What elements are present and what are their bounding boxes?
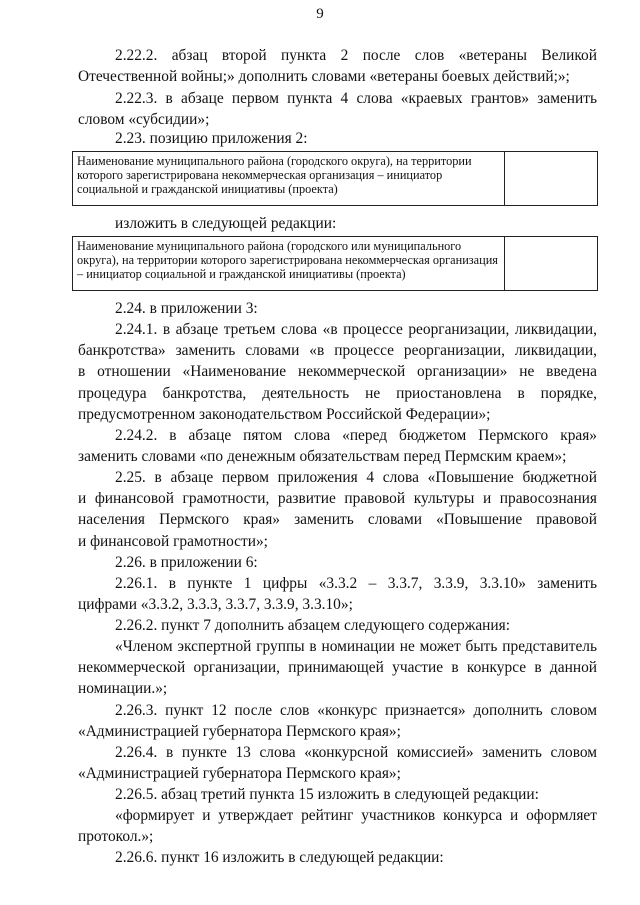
text-line: 2.22.3. в абзаце первом пункта 4 слова «краевых грантов» заменить <box>115 90 597 107</box>
text-line: «Администрацией губернатора Пермского края»; <box>78 765 401 783</box>
paragraph-2-24-2 <box>78 425 597 467</box>
table-cell-name: Наименование муниципального района (городского или муниципального округа), на территории которого зарегистрирована некоммерческая организация – инициатор социальной и гражданской инициативы (проекта) <box>73 237 505 291</box>
text-line: номинации.»; <box>78 680 168 698</box>
paragraph-2-22-2 <box>78 45 597 87</box>
text-line: 2.25. в абзаце первом приложения 4 слова «Повышение бюджетной <box>115 469 597 486</box>
text-line: в отношении «Наименование некоммерческой организации» не введена <box>78 363 597 381</box>
text-line: процедура банкротства, деятельность не приостановлена в порядке, <box>78 384 597 402</box>
text-line: 2.23. позицию приложения 2: <box>115 130 308 147</box>
paragraph-2-26-5 <box>78 784 597 805</box>
text-line: 2.26.5. абзац третий пункта 15 изложить в следующей редакции: <box>115 786 539 803</box>
paragraph-2-24 <box>78 298 597 319</box>
text-line: заменить словами «по денежным обязательствам перед Пермским краем»; <box>78 448 567 466</box>
text-line: 2.26.3. пункт 12 после слов «конкурс признается» дополнить словом <box>115 702 597 719</box>
paragraph-2-26-4 <box>78 742 597 784</box>
paragraph-2-22-3 <box>78 88 597 130</box>
text-line: и финансовой грамотности»; <box>78 532 268 550</box>
text-line: 2.24. в приложении 3: <box>115 300 258 317</box>
text-line: словом «субсидии»; <box>78 111 210 129</box>
paragraph-2-23 <box>78 128 597 149</box>
text-line: 2.26.4. в пункте 13 слова «конкурсной комиссией» заменить словом <box>115 744 597 761</box>
text-line: некоммерческой организации, принимающей участие в конкурсе в данной <box>78 659 597 677</box>
page-number: 9 <box>316 6 324 22</box>
text-line: банкротства» заменить словами «в процессе реорганизации, ликвидации, <box>78 342 597 360</box>
text-line: протокол.»; <box>78 828 154 846</box>
table-cell-empty <box>505 152 598 206</box>
text-line: 2.26.1. в пункте 1 цифры «3.3.2 – 3.3.7, 3.3.9, 3.3.10» заменить <box>115 575 597 592</box>
paragraph-quote-expert-group <box>78 636 597 700</box>
text-line: 2.22.2. абзац второй пункта 2 после слов «ветераны Великой <box>115 47 597 64</box>
text-line: населения Пермского края» заменить словами «Повышение правовой <box>78 511 597 529</box>
text-line: Отечественной войны;» дополнить словами «ветераны боевых действий;»; <box>78 68 570 86</box>
paragraph-quote-rating <box>78 805 597 847</box>
table-cell-name: Наименование муниципального района (городского округа), на территории которого зарегистрирована некоммерческая организация – инициатор социальной и гражданской инициативы (проекта) <box>73 152 505 206</box>
text-line: «Администрацией губернатора Пермского края»; <box>78 723 401 741</box>
text-line: «формирует и утверждает рейтинг участников конкурса и оформляет <box>115 807 597 824</box>
paragraph-2-26-6 <box>78 847 597 868</box>
text-line: 2.24.2. в абзаце пятом слова «перед бюджетом Пермского края» <box>115 427 597 444</box>
table-position-new <box>72 236 598 291</box>
text-line: и финансовой грамотности, развитие правовой культуры и правосознания <box>78 490 597 508</box>
paragraph-edition-intro <box>78 213 597 234</box>
text-line: изложить в следующей редакции: <box>115 215 337 232</box>
paragraph-2-26 <box>78 552 597 573</box>
paragraph-2-26-1 <box>78 573 597 615</box>
paragraph-2-26-2 <box>78 615 597 636</box>
text-line: 2.26.2. пункт 7 дополнить абзацем следующего содержания: <box>115 617 511 634</box>
text-line: 2.26.6. пункт 16 изложить в следующей редакции: <box>115 849 444 866</box>
text-line: предусмотренном законодательством Российской Федерации»; <box>78 405 491 423</box>
table-position-old <box>72 151 598 206</box>
text-line: 2.24.1. в абзаце третьем слова «в процессе реорганизации, ликвидации, <box>115 321 597 338</box>
paragraph-2-25 <box>78 467 597 552</box>
text-line: 2.26. в приложении 6: <box>115 554 258 571</box>
text-line: «Членом экспертной группы в номинации не может быть представитель <box>115 638 597 655</box>
text-line: цифрами «3.3.2, 3.3.3, 3.3.7, 3.3.9, 3.3.10»; <box>78 596 353 614</box>
paragraph-2-24-1 <box>78 319 597 425</box>
table-cell-empty <box>505 237 598 291</box>
paragraph-2-26-3 <box>78 700 597 742</box>
